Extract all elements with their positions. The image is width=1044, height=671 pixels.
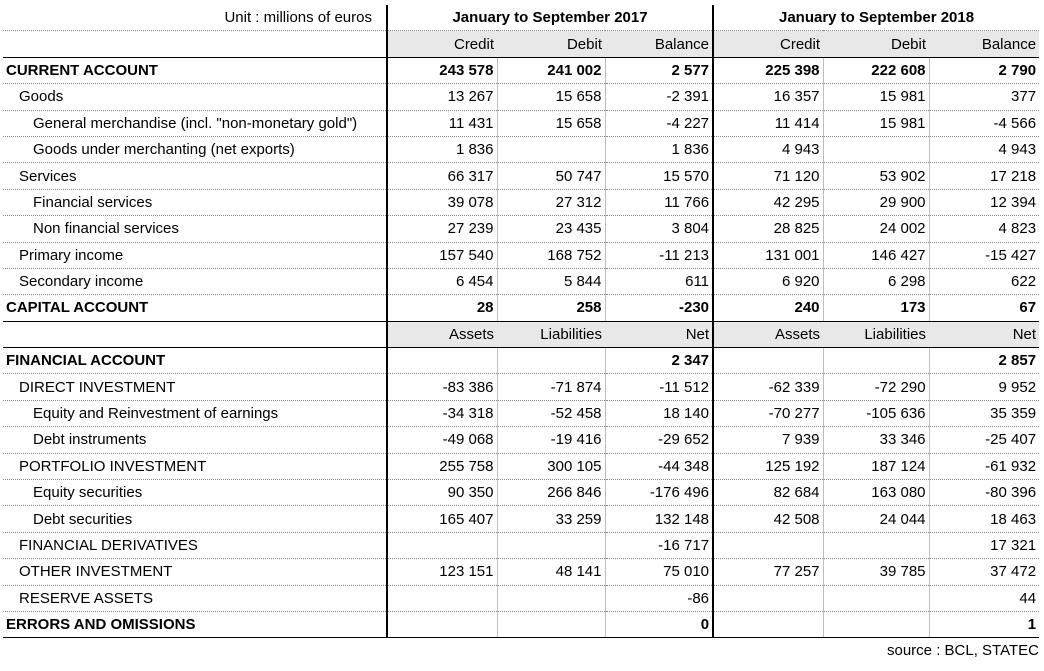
cell-value: 11 431 xyxy=(387,110,497,136)
cell-value: -25 407 xyxy=(929,427,1039,453)
cell-value xyxy=(823,136,929,162)
cell-value: -16 717 xyxy=(605,532,713,558)
cell-value: 11 414 xyxy=(713,110,823,136)
cell-value: 23 435 xyxy=(497,216,605,242)
col-header-balance-2017: Balance xyxy=(605,31,713,57)
cell-value: 258 xyxy=(497,295,605,321)
cell-value: 3 804 xyxy=(605,216,713,242)
cell-value xyxy=(823,532,929,558)
cell-value: -86 xyxy=(605,585,713,611)
cell-value: 6 298 xyxy=(823,268,929,294)
row-label-equity-securities: Equity securities xyxy=(3,480,387,506)
cell-value: 0 xyxy=(605,611,713,637)
cell-value: -2 391 xyxy=(605,84,713,110)
cell-value: 9 952 xyxy=(929,374,1039,400)
cell-value: 377 xyxy=(929,84,1039,110)
cell-value: 53 902 xyxy=(823,163,929,189)
cell-value: 39 078 xyxy=(387,189,497,215)
cell-value: -176 496 xyxy=(605,480,713,506)
row-label-debt-instruments: Debt instruments xyxy=(3,427,387,453)
table-row xyxy=(3,216,1039,242)
cell-value: -15 427 xyxy=(929,242,1039,268)
cell-value: -4 566 xyxy=(929,110,1039,136)
cell-value: 163 080 xyxy=(823,480,929,506)
row-label-capital-account: CAPITAL ACCOUNT xyxy=(3,295,387,321)
cell-value: 2 577 xyxy=(605,57,713,83)
balance-of-payments-table-container xyxy=(3,5,1043,659)
row-label-errors-and-omissions: ERRORS AND OMISSIONS xyxy=(3,611,387,637)
blank-header-cell xyxy=(3,321,387,347)
period-2017-header: January to September 2017 xyxy=(387,5,713,31)
cell-value: 17 218 xyxy=(929,163,1039,189)
cell-value: 622 xyxy=(929,268,1039,294)
blank-header-cell xyxy=(3,31,387,57)
cell-value: 15 981 xyxy=(823,110,929,136)
cell-value: 15 570 xyxy=(605,163,713,189)
cell-value: -72 290 xyxy=(823,374,929,400)
cell-value xyxy=(497,136,605,162)
cell-value: 75 010 xyxy=(605,559,713,585)
cell-value: -62 339 xyxy=(713,374,823,400)
cell-value: 37 472 xyxy=(929,559,1039,585)
table-row xyxy=(3,189,1039,215)
cell-value: 4 943 xyxy=(929,136,1039,162)
cell-value: 611 xyxy=(605,268,713,294)
table-row xyxy=(3,400,1039,426)
table-row xyxy=(3,480,1039,506)
row-label-current-account: CURRENT ACCOUNT xyxy=(3,57,387,83)
table-row xyxy=(3,585,1039,611)
row-label-debt-securities: Debt securities xyxy=(3,506,387,532)
cell-value: 1 xyxy=(929,611,1039,637)
table-row xyxy=(3,163,1039,189)
cell-value: 42 508 xyxy=(713,506,823,532)
cell-value xyxy=(497,532,605,558)
cell-value: -71 874 xyxy=(497,374,605,400)
cell-value: -61 932 xyxy=(929,453,1039,479)
cell-value: 2 857 xyxy=(929,348,1039,374)
cell-value: 4 943 xyxy=(713,136,823,162)
cell-value: 243 578 xyxy=(387,57,497,83)
cell-value: -70 277 xyxy=(713,400,823,426)
cell-value: 33 346 xyxy=(823,427,929,453)
cell-value: 33 259 xyxy=(497,506,605,532)
cell-value: 222 608 xyxy=(823,57,929,83)
cell-value: 4 823 xyxy=(929,216,1039,242)
cell-value: 146 427 xyxy=(823,242,929,268)
table-row xyxy=(3,348,1039,374)
row-label-financial-account: FINANCIAL ACCOUNT xyxy=(3,348,387,374)
col-header-credit-2017: Credit xyxy=(387,31,497,57)
cell-value: 240 xyxy=(713,295,823,321)
cell-value: 15 981 xyxy=(823,84,929,110)
row-label-reserve-assets: RESERVE ASSETS xyxy=(3,585,387,611)
cell-value: 300 105 xyxy=(497,453,605,479)
cell-value: 1 836 xyxy=(387,136,497,162)
cell-value: 39 785 xyxy=(823,559,929,585)
source-note: source : BCL, STATEC xyxy=(887,642,1039,660)
col-header-credit-2018: Credit xyxy=(713,31,823,57)
cell-value: 24 002 xyxy=(823,216,929,242)
cell-value: 67 xyxy=(929,295,1039,321)
cell-value: 157 540 xyxy=(387,242,497,268)
table-row xyxy=(3,136,1039,162)
cell-value: 2 790 xyxy=(929,57,1039,83)
row-label-secondary-income: Secondary income xyxy=(3,268,387,294)
cell-value: 27 312 xyxy=(497,189,605,215)
cell-value: 123 151 xyxy=(387,559,497,585)
col-header-liabilities-2017: Liabilities xyxy=(497,321,605,347)
row-label-direct-investment: DIRECT INVESTMENT xyxy=(3,374,387,400)
row-label-non-financial-services: Non financial services xyxy=(3,216,387,242)
cell-value xyxy=(823,348,929,374)
cell-value: 90 350 xyxy=(387,480,497,506)
col-header-liabilities-2018: Liabilities xyxy=(823,321,929,347)
period-header-row xyxy=(3,5,1039,31)
table-row xyxy=(3,453,1039,479)
cell-value: -34 318 xyxy=(387,400,497,426)
cell-value xyxy=(713,585,823,611)
cell-value: 28 825 xyxy=(713,216,823,242)
cell-value: -80 396 xyxy=(929,480,1039,506)
cell-value: 125 192 xyxy=(713,453,823,479)
cell-value xyxy=(823,611,929,637)
cell-value: 17 321 xyxy=(929,532,1039,558)
cell-value: 12 394 xyxy=(929,189,1039,215)
col-header-debit-2017: Debit xyxy=(497,31,605,57)
row-label-financial-derivatives: FINANCIAL DERIVATIVES xyxy=(3,532,387,558)
cell-value: 16 357 xyxy=(713,84,823,110)
row-label-portfolio-investment: PORTFOLIO INVESTMENT xyxy=(3,453,387,479)
table-row xyxy=(3,84,1039,110)
cell-value: 7 939 xyxy=(713,427,823,453)
cell-value: 15 658 xyxy=(497,110,605,136)
cell-value: 15 658 xyxy=(497,84,605,110)
table-row xyxy=(3,295,1039,321)
col-header-debit-2018: Debit xyxy=(823,31,929,57)
cell-value: 1 836 xyxy=(605,136,713,162)
cell-value xyxy=(497,611,605,637)
cell-value: 6 920 xyxy=(713,268,823,294)
cell-value: 28 xyxy=(387,295,497,321)
col-header-net-2018: Net xyxy=(929,321,1039,347)
table-row xyxy=(3,268,1039,294)
table-row xyxy=(3,374,1039,400)
cell-value: -49 068 xyxy=(387,427,497,453)
row-label-goods-under-merchanting-net-exports: Goods under merchanting (net exports) xyxy=(3,136,387,162)
table-row xyxy=(3,427,1039,453)
cell-value: -19 416 xyxy=(497,427,605,453)
cell-value xyxy=(387,348,497,374)
cell-value: -4 227 xyxy=(605,110,713,136)
row-label-primary-income: Primary income xyxy=(3,242,387,268)
table-row xyxy=(3,506,1039,532)
cell-value: 165 407 xyxy=(387,506,497,532)
cell-value: -52 458 xyxy=(497,400,605,426)
cell-value: 241 002 xyxy=(497,57,605,83)
cell-value: 71 120 xyxy=(713,163,823,189)
row-label-equity-and-reinvestment-of-earnings: Equity and Reinvestment of earnings xyxy=(3,400,387,426)
cell-value: -44 348 xyxy=(605,453,713,479)
col-header-assets-2018: Assets xyxy=(713,321,823,347)
cell-value: 35 359 xyxy=(929,400,1039,426)
cell-value: -11 512 xyxy=(605,374,713,400)
cell-value xyxy=(713,611,823,637)
cell-value: -83 386 xyxy=(387,374,497,400)
cell-value: -11 213 xyxy=(605,242,713,268)
cell-value xyxy=(387,611,497,637)
cell-value: 13 267 xyxy=(387,84,497,110)
table-row xyxy=(3,532,1039,558)
cell-value: -105 636 xyxy=(823,400,929,426)
unit-label: Unit : millions of euros xyxy=(3,5,387,31)
cell-value: 44 xyxy=(929,585,1039,611)
cell-value: 77 257 xyxy=(713,559,823,585)
cell-value xyxy=(823,585,929,611)
table-row xyxy=(3,242,1039,268)
cell-value: -230 xyxy=(605,295,713,321)
cell-value: 11 766 xyxy=(605,189,713,215)
table-row xyxy=(3,57,1039,83)
row-label-general-merchandise-incl-non-monetary-gold: General merchandise (incl. "non-monetary gold") xyxy=(3,110,387,136)
cell-value: 168 752 xyxy=(497,242,605,268)
cell-value: 82 684 xyxy=(713,480,823,506)
cell-value: 2 347 xyxy=(605,348,713,374)
financial-column-header-row xyxy=(3,321,1039,347)
cell-value xyxy=(497,585,605,611)
cell-value xyxy=(387,585,497,611)
row-label-services: Services xyxy=(3,163,387,189)
cell-value: 27 239 xyxy=(387,216,497,242)
cell-value xyxy=(497,348,605,374)
cell-value: 5 844 xyxy=(497,268,605,294)
cell-value: 255 758 xyxy=(387,453,497,479)
cell-value: 225 398 xyxy=(713,57,823,83)
cell-value: 42 295 xyxy=(713,189,823,215)
row-label-goods: Goods xyxy=(3,84,387,110)
col-header-net-2017: Net xyxy=(605,321,713,347)
cell-value: 266 846 xyxy=(497,480,605,506)
cell-value xyxy=(713,348,823,374)
cell-value: 6 454 xyxy=(387,268,497,294)
current-column-header-row xyxy=(3,31,1039,57)
cell-value: 29 900 xyxy=(823,189,929,215)
cell-value: 50 747 xyxy=(497,163,605,189)
cell-value: 131 001 xyxy=(713,242,823,268)
col-header-assets-2017: Assets xyxy=(387,321,497,347)
cell-value xyxy=(387,532,497,558)
cell-value: 173 xyxy=(823,295,929,321)
table-row xyxy=(3,611,1039,637)
row-label-financial-services: Financial services xyxy=(3,189,387,215)
cell-value: 48 141 xyxy=(497,559,605,585)
cell-value: 132 148 xyxy=(605,506,713,532)
cell-value: 18 140 xyxy=(605,400,713,426)
cell-value: 187 124 xyxy=(823,453,929,479)
row-label-other-investment: OTHER INVESTMENT xyxy=(3,559,387,585)
cell-value: 18 463 xyxy=(929,506,1039,532)
col-header-balance-2018: Balance xyxy=(929,31,1039,57)
period-2018-header: January to September 2018 xyxy=(713,5,1039,31)
cell-value: 66 317 xyxy=(387,163,497,189)
balance-of-payments-table xyxy=(3,5,1039,638)
cell-value: -29 652 xyxy=(605,427,713,453)
table-row xyxy=(3,559,1039,585)
table-row xyxy=(3,110,1039,136)
cell-value xyxy=(713,532,823,558)
cell-value: 24 044 xyxy=(823,506,929,532)
